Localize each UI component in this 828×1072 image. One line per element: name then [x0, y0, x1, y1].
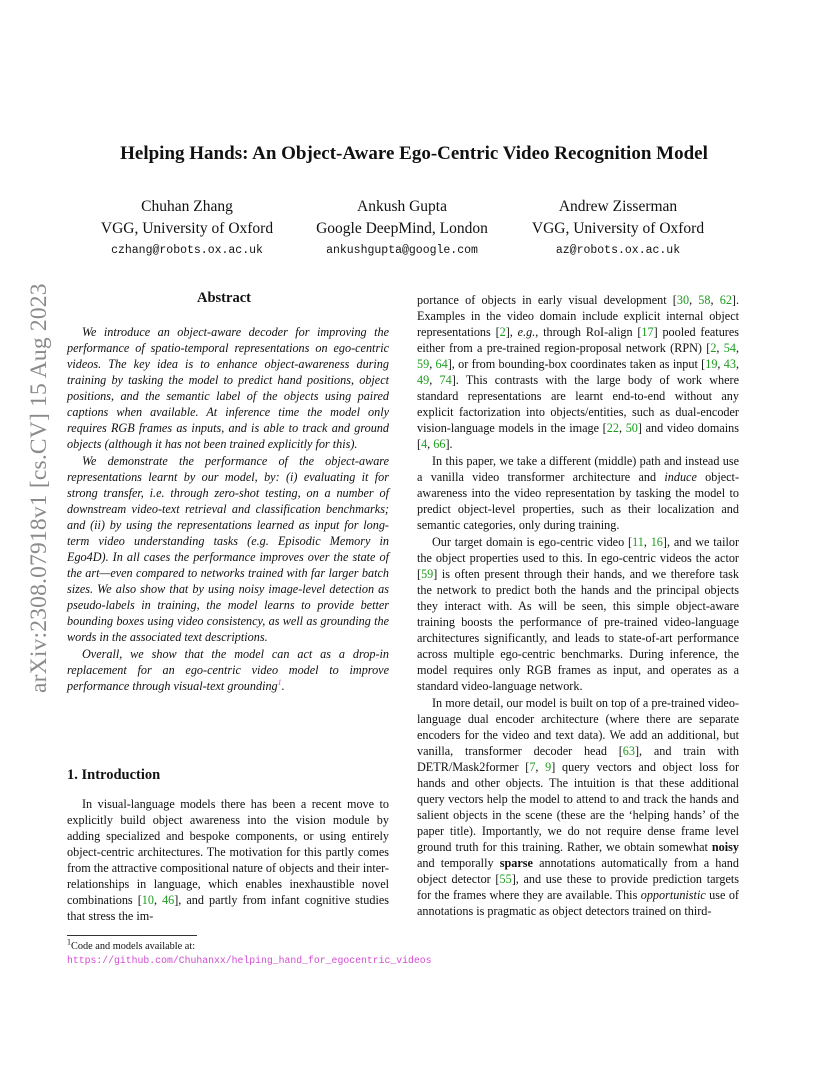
author-email[interactable]: ankushgupta@google.com — [326, 244, 478, 257]
citation-link[interactable]: 17 — [641, 325, 654, 339]
citation-link[interactable]: 4 — [421, 437, 428, 451]
intro-paragraph: In visual-language models there has been a recent move to explicitly build object awareness into the vision module by adding specialized and bespoke components, or using entirely object-centric architectures. The motivation for this partly comes from the attractive compositional nature of objects and their inter-relationships in language, which enables inexhaustible novel combinations [10, 46], and partly from infant cognitive studies that stress the im- — [67, 797, 389, 923]
citation-link[interactable]: 66 — [433, 437, 446, 451]
citation-link[interactable]: 9 — [545, 760, 552, 774]
citation-link[interactable]: 2 — [499, 325, 506, 339]
author-affiliation: Google DeepMind, London — [316, 220, 488, 237]
footnote — [67, 937, 432, 968]
abstract-paragraph: We introduce an object-aware decoder for improving the performance of spatio-temporal representations on ego-centric videos. The key idea is to enhance object-awareness during training by tasking the model to predict hand positions, object positions, and the semantic label of the objects using paired captions when available. At inference time the model only requires RGB frames as inputs, and is able to track and ground objects (although it has not been trained explicitly for this). — [67, 325, 389, 451]
citation-link[interactable]: 11 — [632, 535, 644, 549]
author-block — [488, 196, 748, 262]
footnote-divider — [67, 935, 197, 936]
intro-body — [67, 796, 389, 924]
citation-link[interactable]: 59 — [417, 357, 430, 371]
body-paragraph: In more detail, our model is built on top of a pre-trained video-language dual encoder architecture (where there are separate encoders for the video and text data). We add an additional, but vanilla, transformer decoder head [63], and train with DETR/Mask2former [7, 9] query vectors and object loss for hands and other objects. The intuition is that these additional query vectors help the model to attend to and track the hands and salient objects in the scene (these are the ‘helping hands’ of the paper title). Importantly, we do not require dense frame level ground truth for this training. Rather, we obtain somewhat noisy and temporally sparse annotations automatically from a hand object detector [55], and use these to provide prediction targets for the frames where they are available. This opportunistic use of annotations is pragmatic as object detectors trained on third- — [417, 696, 739, 918]
citation-link[interactable]: 22 — [606, 421, 619, 435]
abstract-text: Overall, we show that the model can act as a drop-in replacement for an ego-centric video model to improve performance through visual-text grounding — [67, 647, 389, 693]
citation-link[interactable]: 2 — [710, 341, 717, 355]
citation-link[interactable]: 62 — [719, 293, 732, 307]
citation-link[interactable]: 55 — [499, 872, 512, 886]
github-link[interactable]: https://github.com/Chuhanxx/helping_hand_for_egocentric_videos — [67, 955, 432, 966]
section-heading: 1. Introduction — [67, 767, 161, 783]
abstract-paragraph: Overall, we show that the model can act as a drop-in replacement for an ego-centric video model to improve performance through visual-text grounding$^1$. — [67, 647, 389, 693]
citation-link[interactable]: 7 — [529, 760, 536, 774]
text-run: In visual-language models there has been a recent move to explicitly build object awareness into the vision module by adding specialized and bespoke components, or using entirely object-centric architectures. The motivation for this partly comes from the attractive compositional nature of objects and their inter-relationships in language, which enables inexhaustible novel combinations [ — [67, 797, 389, 907]
abstract-paragraph: We demonstrate the performance of the object-aware representations learnt by our model, by: (i) evaluating it for strong transfer, i.e. through zero-shot testing, on a number of downstream video-text retrieval and classification benchmarks; and (ii) by using the representations learned as input for long-term video understanding tasks (e.g. Episodic Memory in Ego4D). In all cases the performance improves over the state of the art—even compared to networks trained with far larger batch sizes. We also show that by using noisy image-level detection as pseudo-labels in training, the model learns to provide better bounding boxes using video consistency, as well as grounding the words in the associated text descriptions. — [67, 454, 389, 644]
citation-link[interactable]: 19 — [705, 357, 718, 371]
abstract-body — [67, 324, 389, 694]
body-paragraph: In this paper, we take a different (middle) path and instead use a vanilla video transformer architecture and induce object-awareness into the video representation by tasking the model to predict object-level properties, such as their localization and semantic categories, only during training. — [417, 454, 740, 532]
author-name: Ankush Gupta — [357, 198, 447, 215]
paper-title: Helping Hands: An Object-Aware Ego-Centric Video Recognition Model — [120, 143, 708, 164]
citation-link[interactable]: 58 — [698, 293, 711, 307]
footnote-marker[interactable]: 1 — [277, 677, 282, 687]
citation-link[interactable]: 64 — [435, 357, 448, 371]
citation-link[interactable]: 30 — [676, 293, 690, 307]
citation-link[interactable]: 54 — [723, 341, 736, 355]
citation-link[interactable]: 50 — [625, 421, 638, 435]
body-paragraph: Our target domain is ego-centric video [11, 16], and we tailor the object properties used to this. In ego-centric videos the actor [59] is often present through their hands, and we therefore task the network to predict both the hands and the principal objects they interact with. As will be seen, this simple object-aware training boosts the performance of pre-trained video-language architectures significantly, and leads to state-of-art performance across multiple ego-centric benchmarks. During inference, the model requires only RGB frames as input, and operates as a standard video-language network. — [417, 535, 740, 693]
author-affiliation: VGG, University of Oxford — [100, 220, 274, 237]
author-email[interactable]: czhang@robots.ox.ac.uk — [111, 244, 263, 257]
citation-link[interactable]: 46 — [162, 893, 175, 907]
right-column — [417, 292, 739, 919]
citation-link[interactable]: 10 — [141, 893, 154, 907]
citation-link[interactable]: 63 — [622, 744, 635, 758]
body-paragraph: portance of objects in early visual development [30, 58, 62]. Examples in the video domain include explicit internal object representations [2], e.g., through RoI-align [17] pooled features either from a pre-trained region-proposal network (RPN) [2, 54, 59, 64], or from bounding-box coordinates taken as input [19, 43, 49, 74]. This contrasts with the large body of work where standard representations are learnt end-to-end without any explicit factorization into objects/entities, such as dual-encoder vision-language models in the image [22, 50] and video domains [4, 66]. — [417, 293, 740, 451]
author-name: Chuhan Zhang — [141, 198, 233, 215]
citation-link[interactable]: 43 — [723, 357, 736, 371]
arxiv-identifier: arXiv:2308.07918v1 [cs.CV] 15 Aug 2023 — [26, 283, 52, 693]
citation-link[interactable]: 59 — [421, 567, 434, 581]
footnote-number: 1 — [67, 937, 71, 947]
author-affiliation: VGG, University of Oxford — [531, 220, 705, 237]
author-email[interactable]: az@robots.ox.ac.uk — [555, 244, 681, 257]
citation-link[interactable]: 49 — [417, 373, 430, 387]
abstract-heading: Abstract — [197, 290, 251, 306]
author-name: Andrew Zisserman — [558, 198, 678, 215]
text-run: ], and partly from infant cognitive studies that stress the im- — [67, 893, 389, 923]
footnote-text: Code and models available at: — [71, 941, 196, 952]
citation-link[interactable]: 74 — [439, 373, 452, 387]
citation-link[interactable]: 16 — [650, 535, 663, 549]
